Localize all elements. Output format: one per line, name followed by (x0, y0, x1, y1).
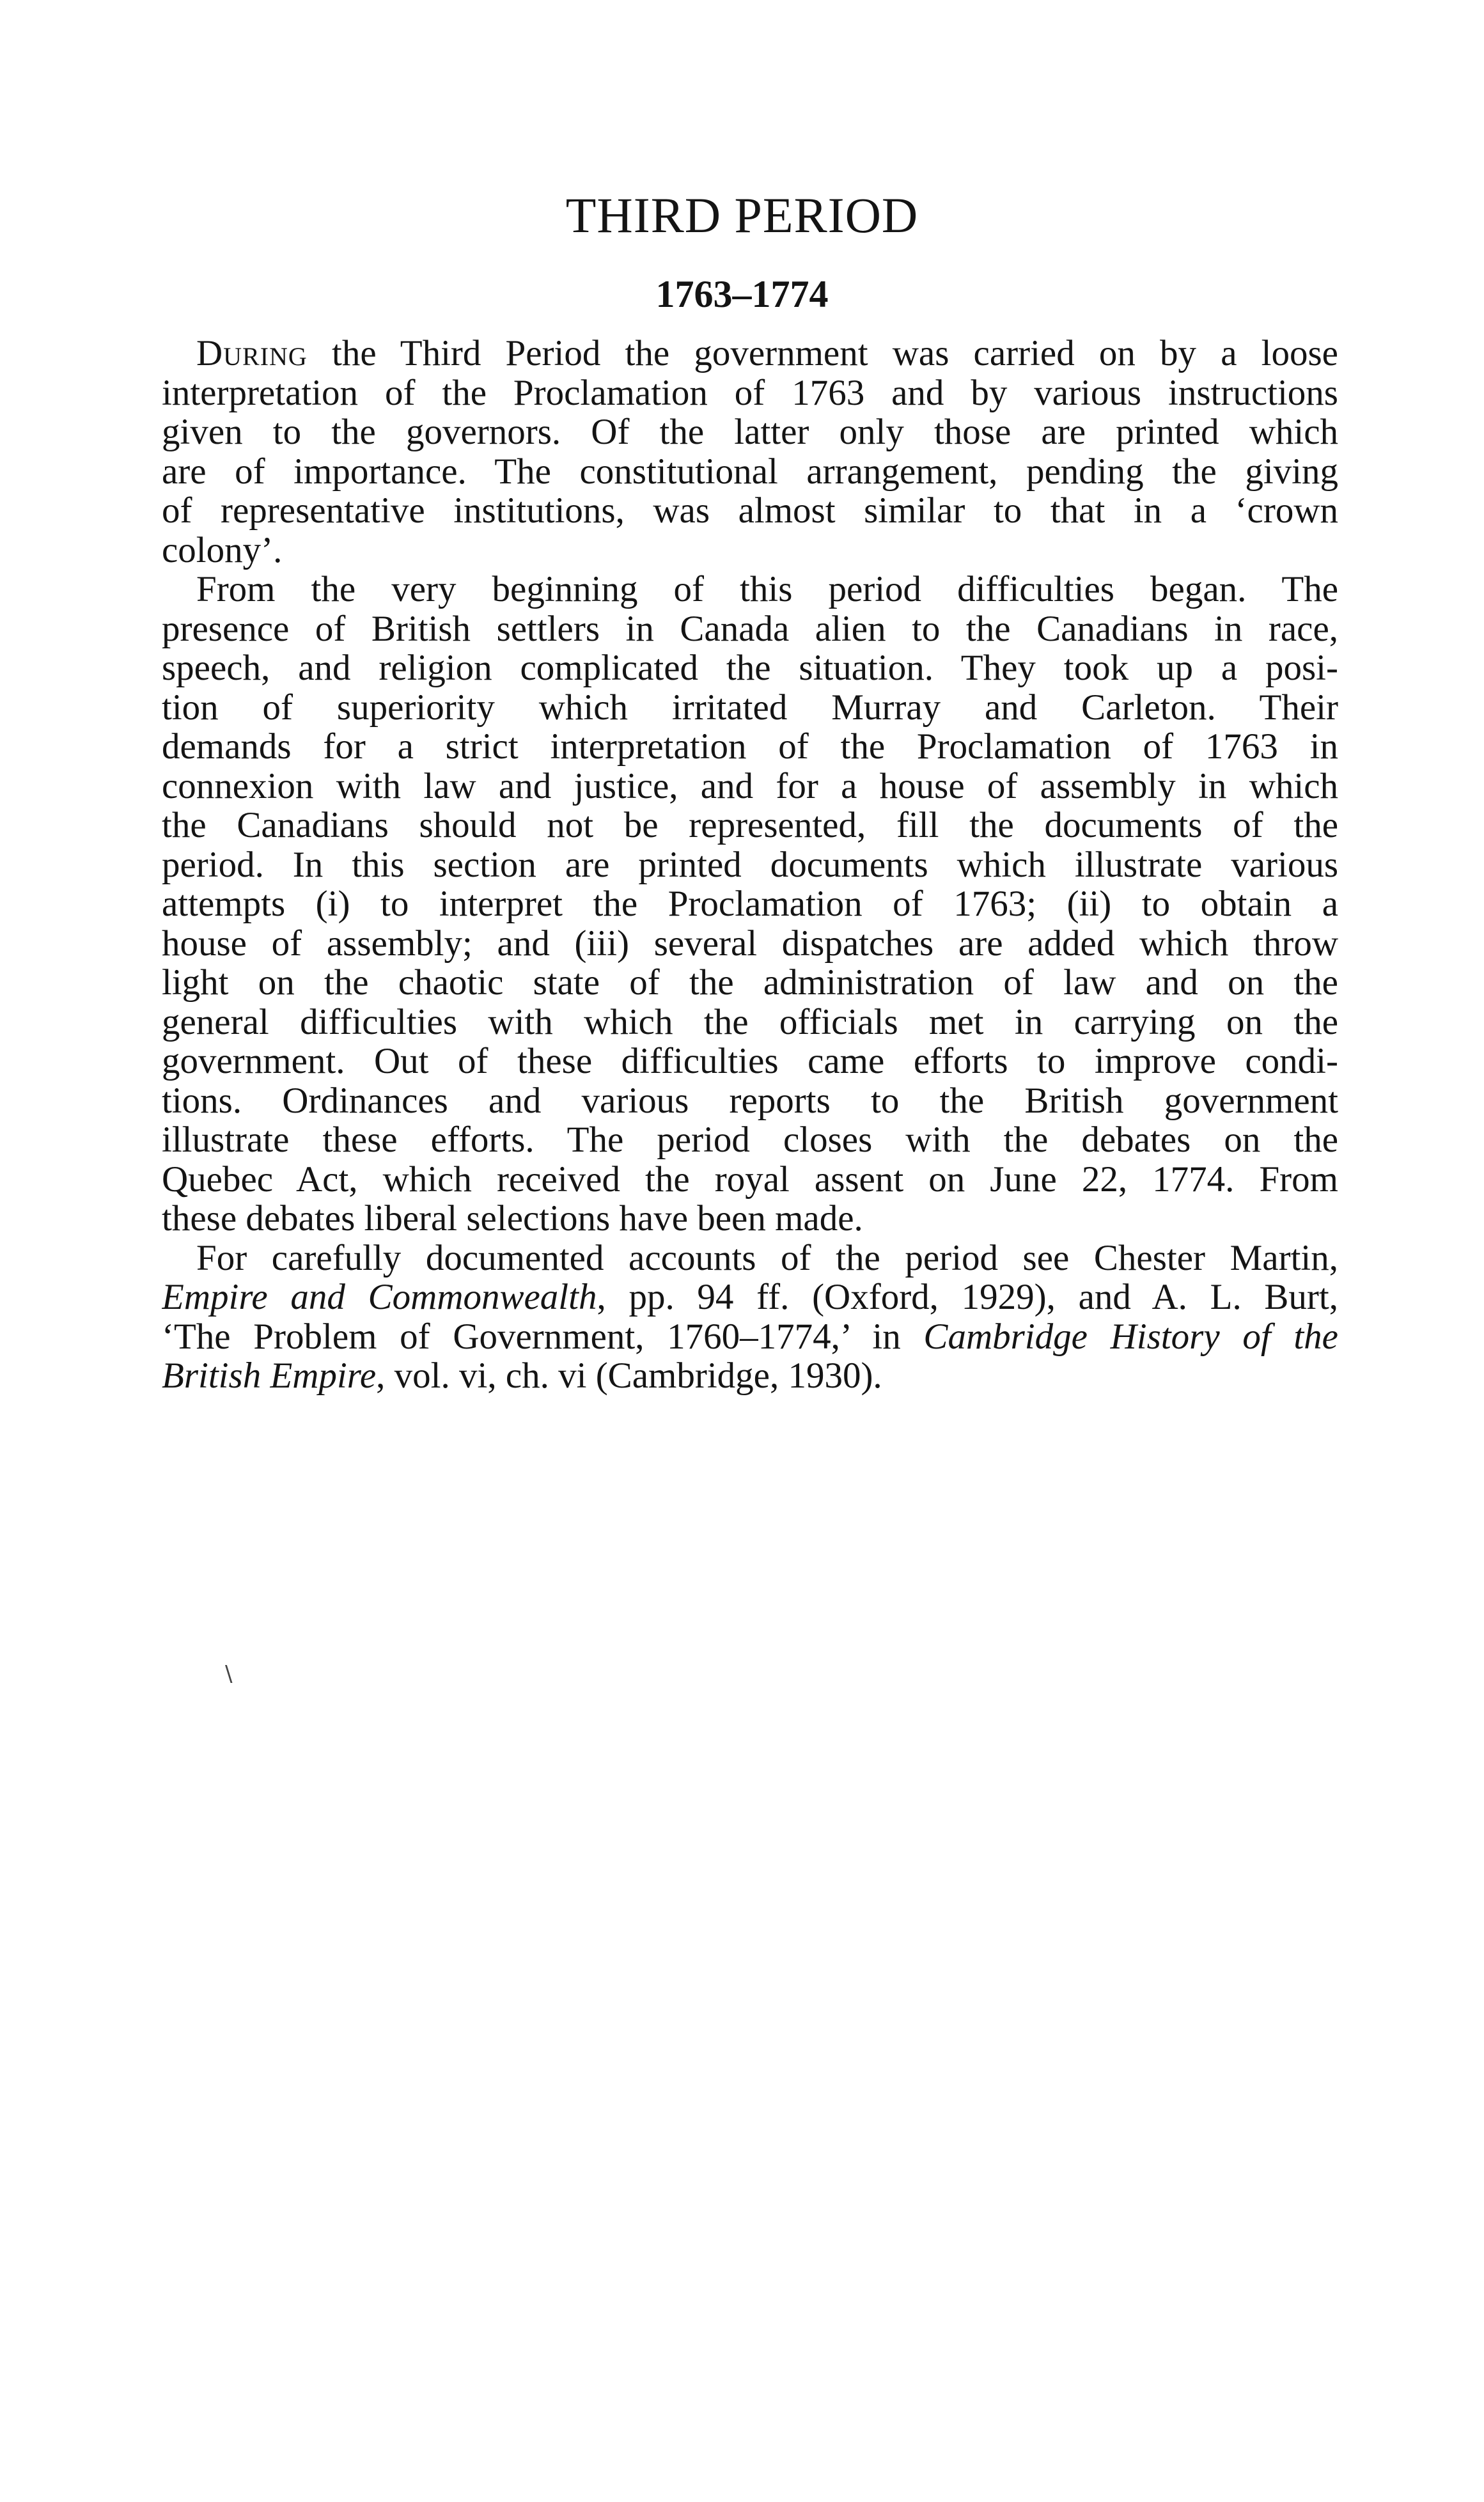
text-line: general difficulties with which the officials met in carrying on the (162, 1002, 1338, 1042)
line-text: , vol. vi, ch. vi (Cambridge, 1930). (376, 1356, 882, 1396)
text-line: From the very beginning of this period difficulties began. The (196, 570, 1338, 609)
introduction-text (162, 334, 1338, 1396)
line-text: the Third Period the government was carried on by a loose (307, 334, 1338, 373)
paragraph-1 (162, 334, 1338, 570)
text-line: illustrate these efforts. The period closes with the debates on the (162, 1120, 1338, 1160)
drop-word: During (196, 334, 308, 373)
book-title: Cambridge History of the (923, 1317, 1338, 1356)
text-line: Quebec Act, which received the royal assent on June 22, 1774. From (162, 1159, 1338, 1199)
text-line: interpretation of the Proclamation of 1763 and by various instructions (162, 373, 1338, 412)
text-line: given to the governors. Of the latter only those are printed which (162, 412, 1338, 452)
text-line: light on the chaotic state of the administration of law and on the (162, 963, 1338, 1003)
line-text: ‘The Problem of Government, 1760–1774,’ in (162, 1317, 924, 1356)
text-line (162, 334, 1338, 373)
text-line: house of assembly; and (iii) several dispatches are added which throw (162, 923, 1338, 963)
text-line: are of importance. The constitutional arrangement, pending the giving (162, 451, 1338, 491)
text-line: of representative institutions, was almost similar to that in a ‘crown (162, 491, 1338, 531)
text-line: the Canadians should not be represented, fill the documents of the (162, 806, 1338, 845)
text-line: demands for a strict interpretation of the Proclamation of 1763 in (162, 727, 1338, 767)
book-title: British Empire (162, 1356, 377, 1396)
text-line (162, 1317, 1338, 1357)
text-line: tions. Ordinances and various reports to the British government (162, 1081, 1338, 1120)
stray-mark: \ (225, 1661, 233, 1687)
text-line: these debates liberal selections have been made. (162, 1199, 863, 1239)
text-line: presence of British settlers in Canada alien to the Canadians in race, (162, 609, 1338, 648)
text-line (162, 1278, 1338, 1317)
line-text: , pp. 94 ff. (Oxford, 1929), and A. L. Burt, (597, 1278, 1338, 1317)
period-title: THIRD PERIOD (565, 187, 919, 243)
text-line: tion of superiority which irritated Murray and Carleton. Their (162, 687, 1338, 727)
text-line (162, 1356, 1338, 1396)
text-line: For carefully documented accounts of the period see Chester Martin, (196, 1238, 1338, 1278)
text-line: colony’. (162, 530, 283, 570)
text-line: connexion with law and justice, and for a house of assembly in which (162, 766, 1338, 806)
text-line: speech, and religion complicated the situation. They took up a posi- (162, 648, 1338, 688)
book-title: Empire and Commonwealth (162, 1278, 597, 1317)
text-line: attempts (i) to interpret the Proclamation of 1763; (ii) to obtain a (162, 884, 1338, 924)
period-years: 1763–1774 (655, 273, 829, 315)
paragraph-2 (162, 570, 1338, 1239)
paragraph-3 (162, 1239, 1338, 1396)
text-line: government. Out of these difficulties came efforts to improve condi- (162, 1042, 1338, 1081)
text-line: period. In this section are printed documents which illustrate various (162, 845, 1338, 884)
